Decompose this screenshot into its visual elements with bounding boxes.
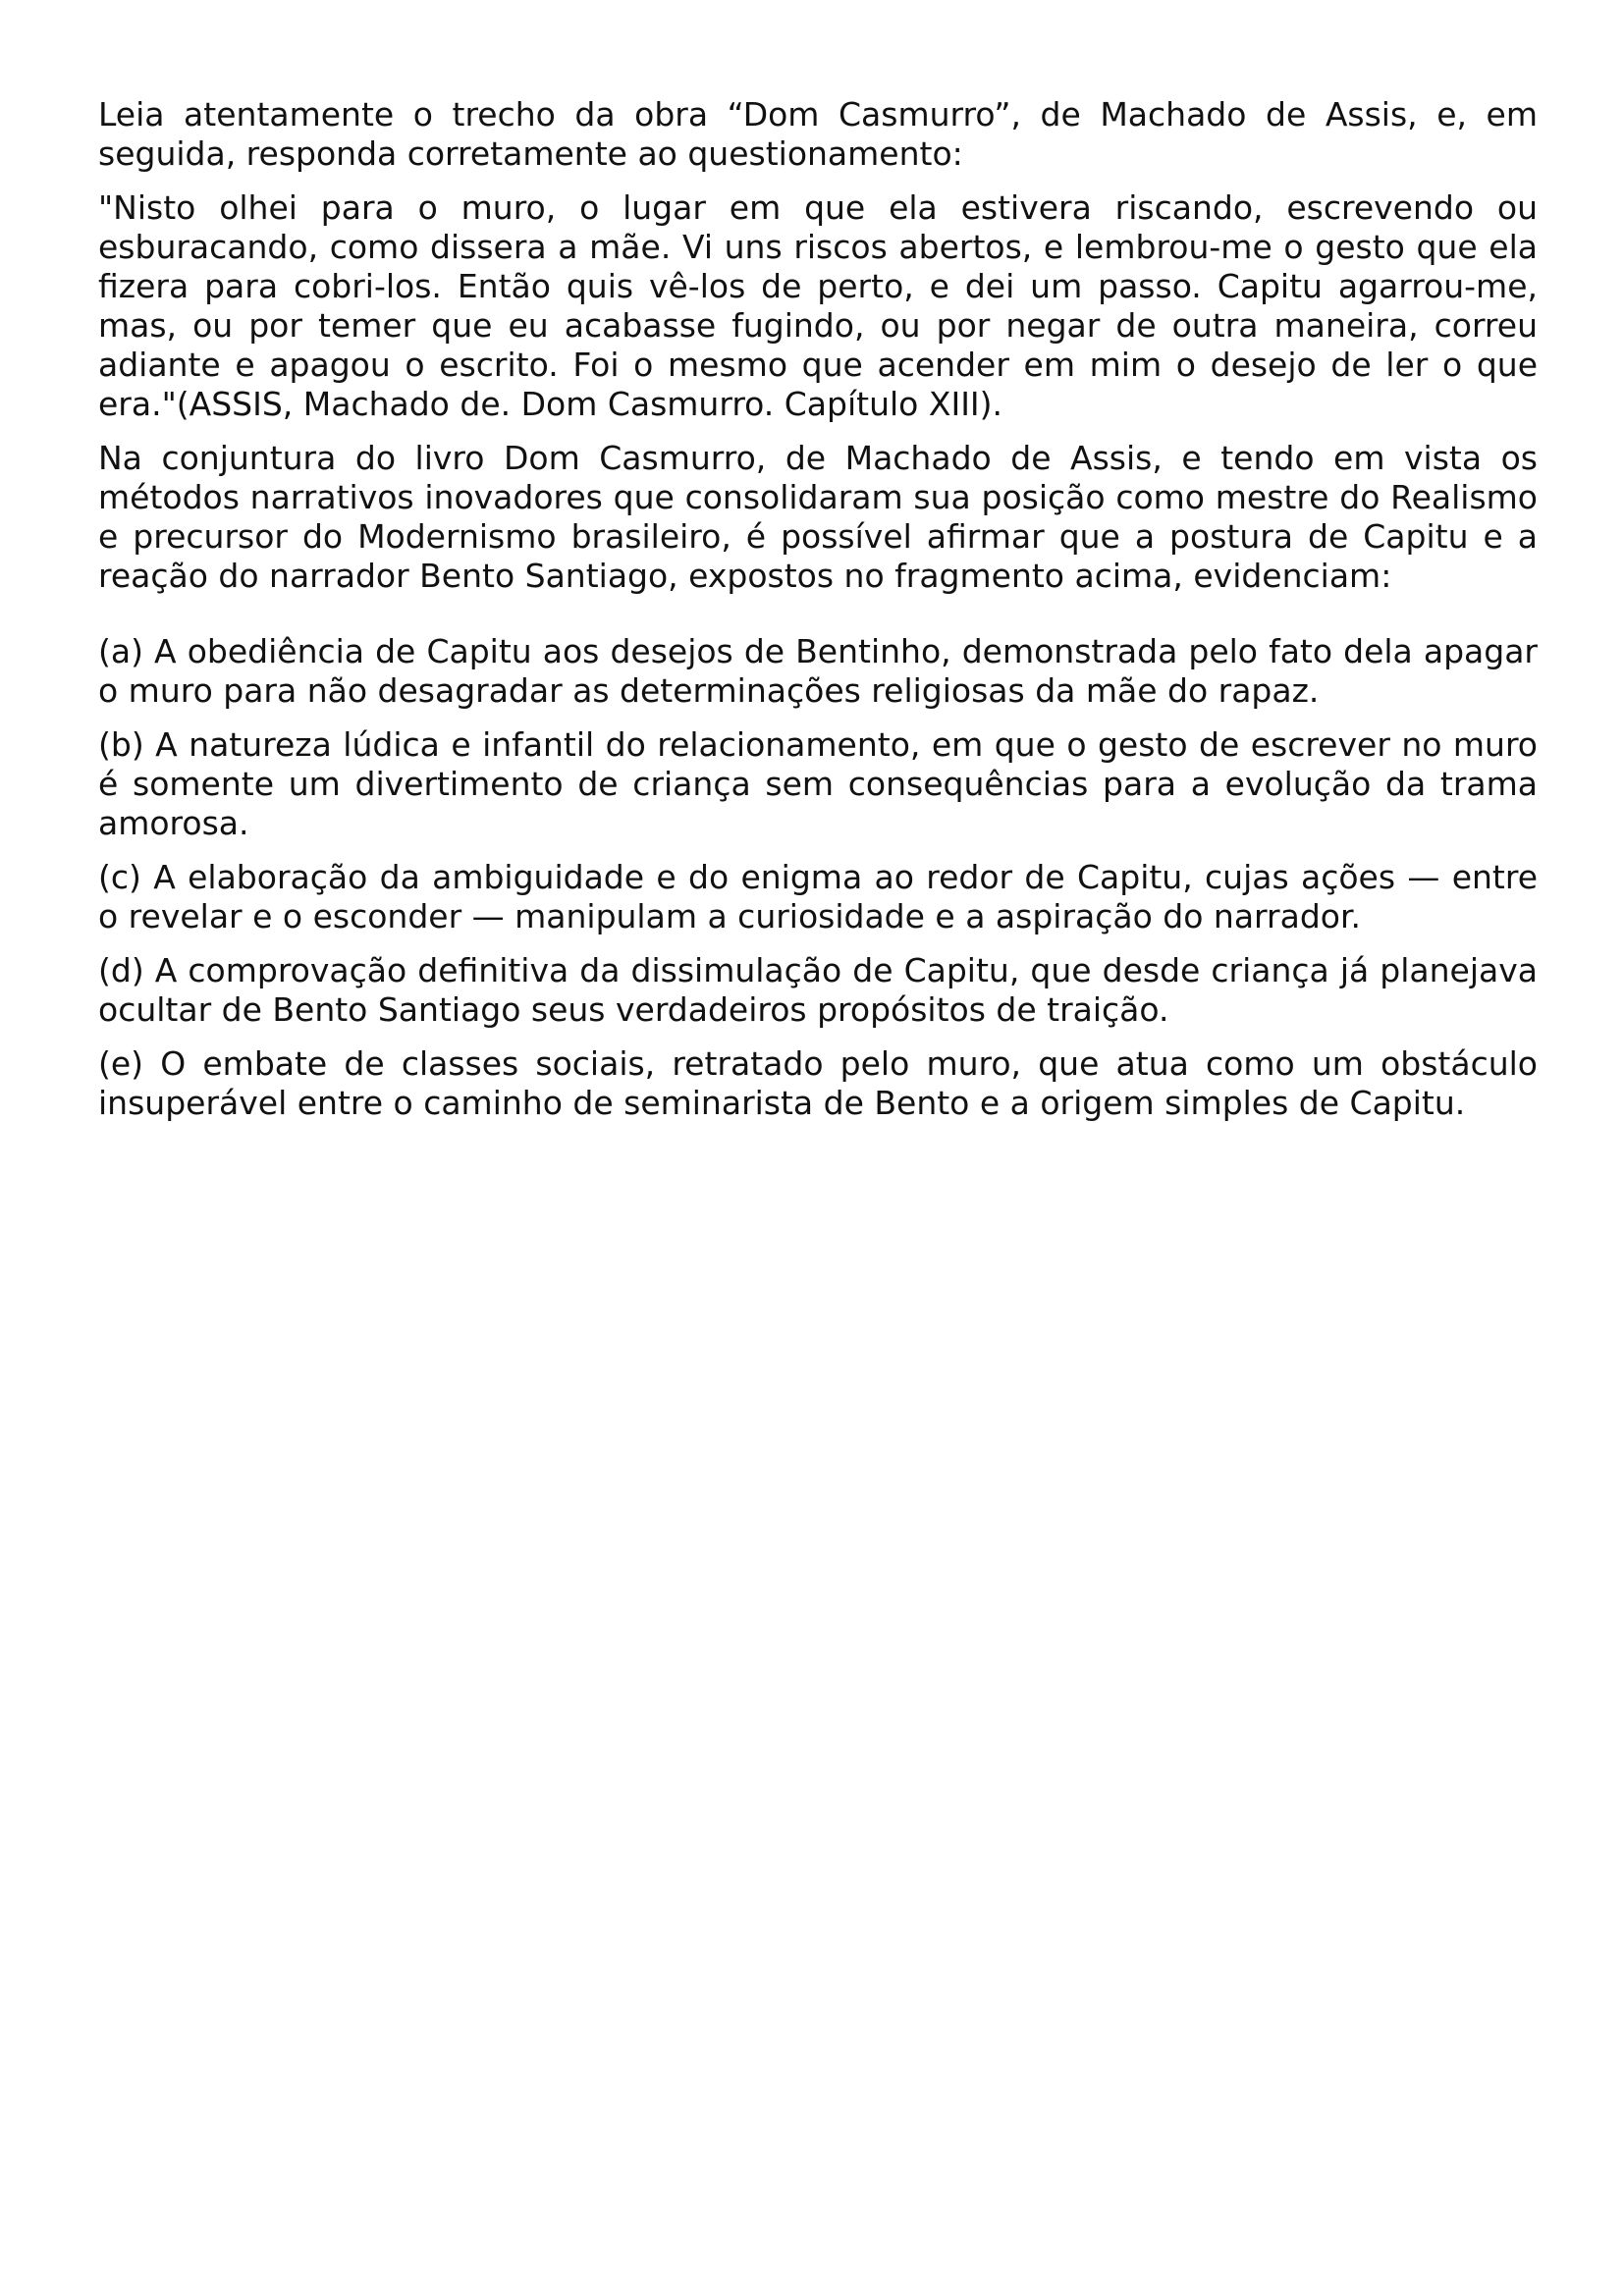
answer-option-e: (e) O embate de classes sociais, retratado pelo muro, que atua como um obstáculo insuperável entre o caminho de seminarista de Bento e a origem simples de Capitu. — [98, 1044, 1538, 1122]
answer-option-c: (c) A elaboração da ambiguidade e do enigma ao redor de Capitu, cujas ações — entre o revelar e o esconder — manipulam a curiosidade e a aspiração do narrador. — [98, 858, 1538, 935]
answer-option-d: (d) A comprovação definitiva da dissimulação de Capitu, que desde criança já planejava ocultar de Bento Santiago seus verdadeiros propósitos de traição. — [98, 951, 1538, 1029]
question-stem: Na conjuntura do livro Dom Casmurro, de Machado de Assis, e tendo em vista os métodos narrativos inovadores que consolidaram sua posição como mestre do Realismo e precursor do Modernismo brasileiro, é possível afirmar que a postura de Capitu e a reação do narrador Bento Santiago, expostos no fragmento acima, evidenciam: — [98, 439, 1538, 595]
literary-excerpt: "Nisto olhei para o muro, o lugar em que ela estivera riscando, escrevendo ou esburacando, como dissera a mãe. Vi uns riscos abertos, e lembrou-me o gesto que ela fizera para cobri-los. Então quis vê-los de perto, e dei um passo. Capitu agarrou-me, mas, ou por temer que eu acabasse fugindo, ou por negar de outra maneira, correu adiante e apagou o escrito. Foi o mesmo que acender em mim o desejo de ler o que era."(ASSIS, Machado de. Dom Casmurro. Capítulo XIII). — [98, 188, 1538, 423]
question-intro: Leia atentamente o trecho da obra “Dom Casmurro”, de Machado de Assis, e, em seguida, responda corretamente ao questionamento: — [98, 95, 1538, 173]
answer-option-b: (b) A natureza lúdica e infantil do relacionamento, em que o gesto de escrever no muro é somente um divertimento de criança sem consequências para a evolução da trama amorosa. — [98, 725, 1538, 842]
answer-option-a: (a) A obediência de Capitu aos desejos de Bentinho, demonstrada pelo fato dela apagar o muro para não desagradar as determinações religiosas da mãe do rapaz. — [98, 632, 1538, 710]
question-document — [98, 95, 1538, 1138]
